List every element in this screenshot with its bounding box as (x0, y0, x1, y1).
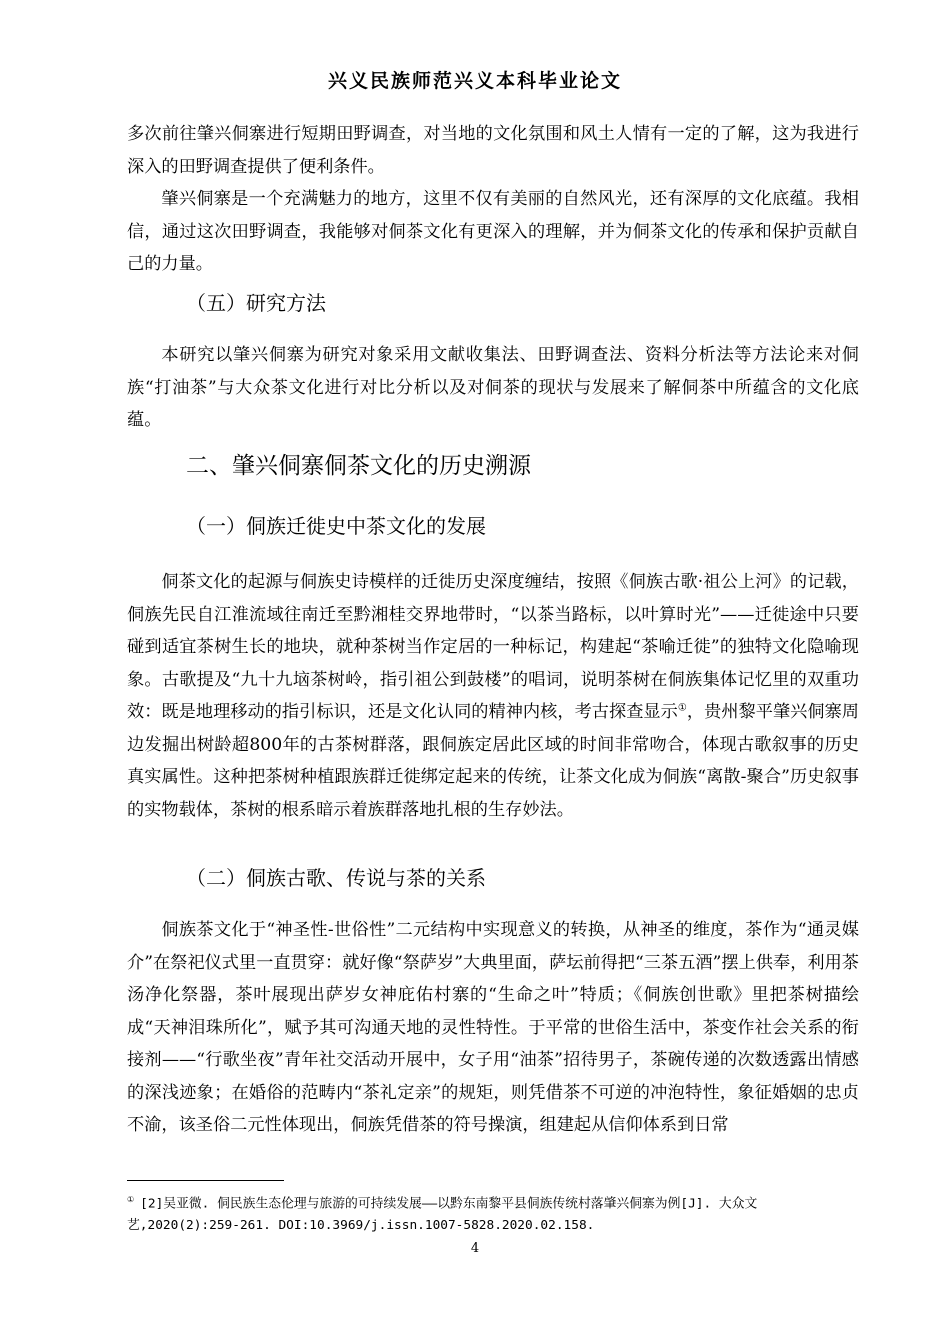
paragraph: 侗族茶文化于“神圣性-世俗性”二元结构中实现意义的转换，从神圣的维度，茶作为“通灵媒介”在祭祀仪式里一直贯穿：就好像“祭萨岁”大典里面，萨坛前得把“三茶五酒”摆上供奉，利用茶汤净化祭器，茶叶展现出萨岁女神庇佑村寨的“生命之叶”特质；《侗族创世歌》里把茶树描绘成“天神泪珠所化”，赋予其可沟通天地的灵性特性。于平常的世俗生活中，茶变作社会关系的衔接剂——“行歌坐夜”青年社交活动开展中，女子用“油茶”招待男子，茶碗传递的次数透露出情感的深浅迹象；在婚俗的范畴内“茶礼定亲”的规矩，则凭借茶不可逆的冲泡特性，象征婚姻的忠贞不渝，该圣俗二元性体现出，侗族凭借茶的符号操演，组建起从信仰体系到日常 (127, 920, 859, 1135)
footnote-text: [2]吴亚微. 侗民族生态伦理与旅游的可持续发展——以黔东南黎平县侗族传统村落肇兴侗寨为例[J]. 大众文艺,2020(2):259-261. DOI:10.3969/j.issn.1007-5828.2020.02.158. (127, 1196, 758, 1234)
section-heading-methods: （五）研究方法 (186, 291, 326, 315)
paragraph: 肇兴侗寨是一个充满魅力的地方，这里不仅有美丽的自然风光，还有深厚的文化底蕴。我相信，通过这次田野调查，我能够对侗茶文化有更深入的理解，并为侗茶文化的传承和保护贡献自己的力量。 (127, 189, 859, 274)
chapter-heading: 二、肇兴侗寨侗茶文化的历史溯源 (186, 453, 531, 479)
subsection-heading-songs: （二）侗族古歌、传说与茶的关系 (186, 866, 486, 890)
songs-block (127, 914, 859, 1142)
methods-block (127, 339, 859, 437)
migration-block (127, 566, 859, 826)
paragraph: 多次前往肇兴侗寨进行短期田野调查，对当地的文化氛围和风土人情有一定的了解，这为我进行深入的田野调查提供了便利条件。 (127, 124, 859, 177)
running-header: 兴义民族师范兴义本科毕业论文 (327, 70, 622, 92)
page-number: 4 (470, 1241, 480, 1256)
subsection-heading-migration: （一）侗族迁徙史中茶文化的发展 (186, 514, 486, 538)
paragraph: 侗茶文化的起源与侗族史诗模样的迁徙历史深度缠结，按照《侗族古歌·祖公上河》的记载，侗族先民自江淮流域往南迁至黔湘桂交界地带时，“以茶当路标，以叶算时光”——迁徙途中只要碰到适宜茶树生长的地块，就种茶树当作定居的一种标记，构建起“茶喻迁徙”的独特文化隐喻现象。古歌提及“九十九垴茶树岭，指引祖公到鼓楼”的唱词，说明茶树在侗族集体记忆里的双重功效：既是地理移动的指引标识，还是文化认同的精神内核，考古探查显示①，贵州黎平肇兴侗寨周边发掘出树龄超800年的古茶树群落，跟侗族定居此区域的时间非常吻合，体现古歌叙事的历史真实属性。这种把茶树种植跟族群迁徙绑定起来的传统，让茶文化成为侗族“离散-聚合”历史叙事的实物载体，茶树的根系暗示着族群落地扎根的生存妙法。 (127, 572, 859, 820)
footnote-divider (127, 1180, 284, 1181)
intro-block (127, 118, 859, 281)
paragraph: 本研究以肇兴侗寨为研究对象采用文献收集法、田野调查法、资料分析法等方法论来对侗族“打油茶”与大众茶文化进行对比分析以及对侗茶的现状与发展来了解侗茶中所蕴含的文化底蕴。 (127, 345, 859, 430)
footnote-reference[interactable]: ① (677, 702, 687, 714)
footnote (127, 1189, 859, 1237)
footnote-mark: ① (127, 1195, 135, 1204)
